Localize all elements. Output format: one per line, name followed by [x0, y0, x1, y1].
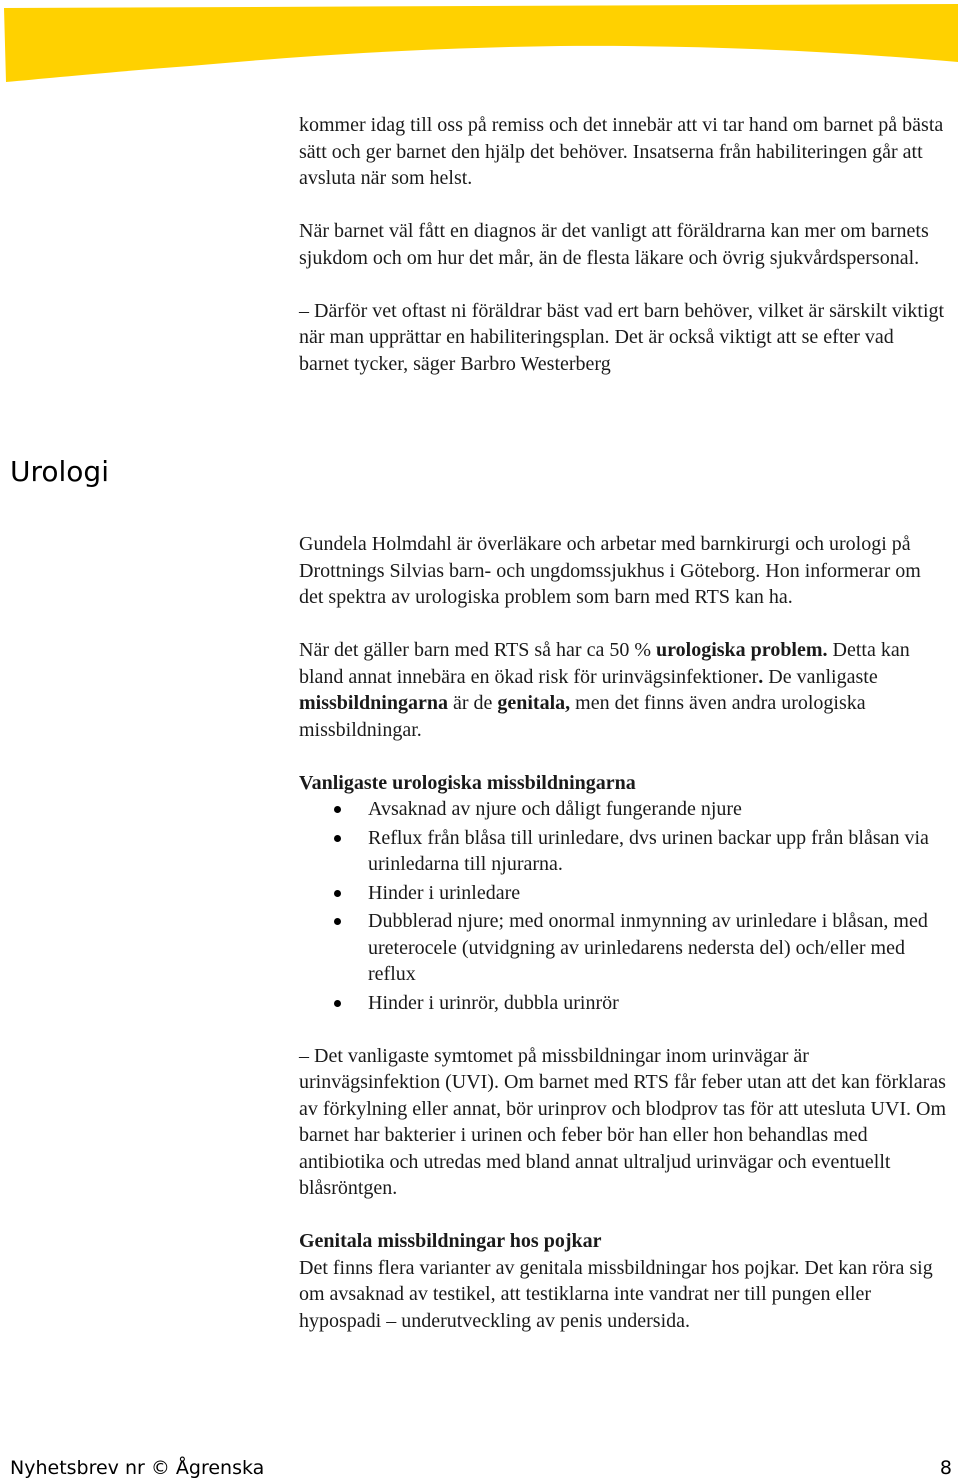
urologi-paragraph-2: [299, 637, 947, 743]
list-heading: Vanligaste urologiska missbildningarna: [299, 771, 636, 794]
bullet-icon: [334, 806, 341, 813]
p2-bold-genitala: genitala,: [497, 692, 571, 714]
bullet-icon: [334, 835, 341, 842]
bullet-icon: [334, 918, 341, 925]
p2-text-e: De vanligaste: [763, 665, 878, 688]
urologi-paragraph-4: Det finns flera varianter av genitala missbildningar hos pojkar. Det kan röra sig om avsaknad av testikel, att testiklarna inte vandrat ner till pungen eller hypospadi – underutveckling av penis undersida.: [299, 1256, 933, 1332]
bullet-icon: [334, 890, 341, 897]
intro-text: [299, 112, 947, 404]
intro-paragraph-2: När barnet väl fått en diagnos är det vanligt att föräldrarna kan mer om barnets sjukdom och om hur det mår, än de flesta läkare och övrig sjukvårdspersonal.: [299, 220, 929, 269]
bullet-icon: [334, 1000, 341, 1007]
section-title-urologi: Urologi: [10, 455, 109, 488]
urologi-text: [299, 531, 947, 1361]
footer-newsletter: Nyhetsbrev nr © Ågrenska: [10, 1457, 265, 1479]
urologi-paragraph-3: – Det vanligaste symtomet på missbildningar inom urinvägar är urinvägsinfektion (UVI). Om barnet med RTS får feber utan att det kan förklaras av förkylning eller annat, bör urinprov och blodprov tas för att utesluta UVI. Om barnet har bakterier i urinen och feber bör han eller hon behandlas med antibiotika och utredas med bland annat ultraljud urinvägar och eventuellt blåsröntgen.: [299, 1044, 947, 1199]
list-item-text: Reflux från blåsa till urinledare, dvs urinen backar upp från blåsan via urinledarna till njurarna.: [368, 826, 929, 875]
list-item-text: Hinder i urinledare: [368, 881, 521, 904]
list-item-text: Avsaknad av njure och dåligt fungerande njure: [368, 798, 742, 820]
list-item: [299, 796, 947, 823]
list-item-text: Dubblerad njure; med onormal inmynning av urinledare i blåsan, med ureterocele (utvidgning av urinledarens nedersta del) och/eller med reflux: [368, 910, 928, 985]
p2-bold-period: .: [758, 665, 764, 688]
list-item: [299, 990, 947, 1017]
list-item: [299, 908, 947, 988]
banner-swoosh: [4, 4, 958, 82]
genital-heading: Genitala missbildningar hos pojkar: [299, 1230, 602, 1252]
p2-text-i: men det finns även andra urologiska missbildningar.: [299, 692, 866, 741]
malformation-list: [299, 796, 947, 1016]
urologi-paragraph-1: Gundela Holmdahl är överläkare och arbetar med barnkirurgi och urologi på Drottnings Silvias barn- och ungdomssjukhus i Göteborg. Hon informerar om det spektra av urologiska problem som barn med RTS kan ha.: [299, 533, 921, 608]
intro-paragraph-3: – Därför vet oftast ni föräldrar bäst vad ert barn behöver, vilket är särskilt viktigt när man upprättar en habiliteringsplan. Det är också viktigt att se efter vad barnet tycker, säger Barbro Westerberg: [299, 299, 945, 375]
p2-text-g: är de: [447, 692, 498, 714]
list-item: [299, 825, 947, 878]
p2-bold-urologiska: urologiska problem.: [656, 639, 828, 661]
p2-text-a: När det gäller barn med RTS så har ca 50 %: [299, 639, 657, 661]
list-item: [299, 880, 947, 907]
list-item-text: Hinder i urinrör, dubbla urinrör: [368, 991, 619, 1014]
p2-bold-missbildningarna: missbildningarna: [299, 692, 448, 714]
intro-paragraph-1: kommer idag till oss på remiss och det innebär att vi tar hand om barnet på bästa sätt och ger barnet den hjälp det behöver. Insatserna från habiliteringen går att avsluta när som helst.: [299, 114, 944, 189]
page-number: 8: [939, 1457, 952, 1479]
header-banner: [0, 0, 960, 90]
p2-text-c: Detta kan bland annat innebära en ökad risk för urinvägsinfektioner: [299, 639, 910, 688]
